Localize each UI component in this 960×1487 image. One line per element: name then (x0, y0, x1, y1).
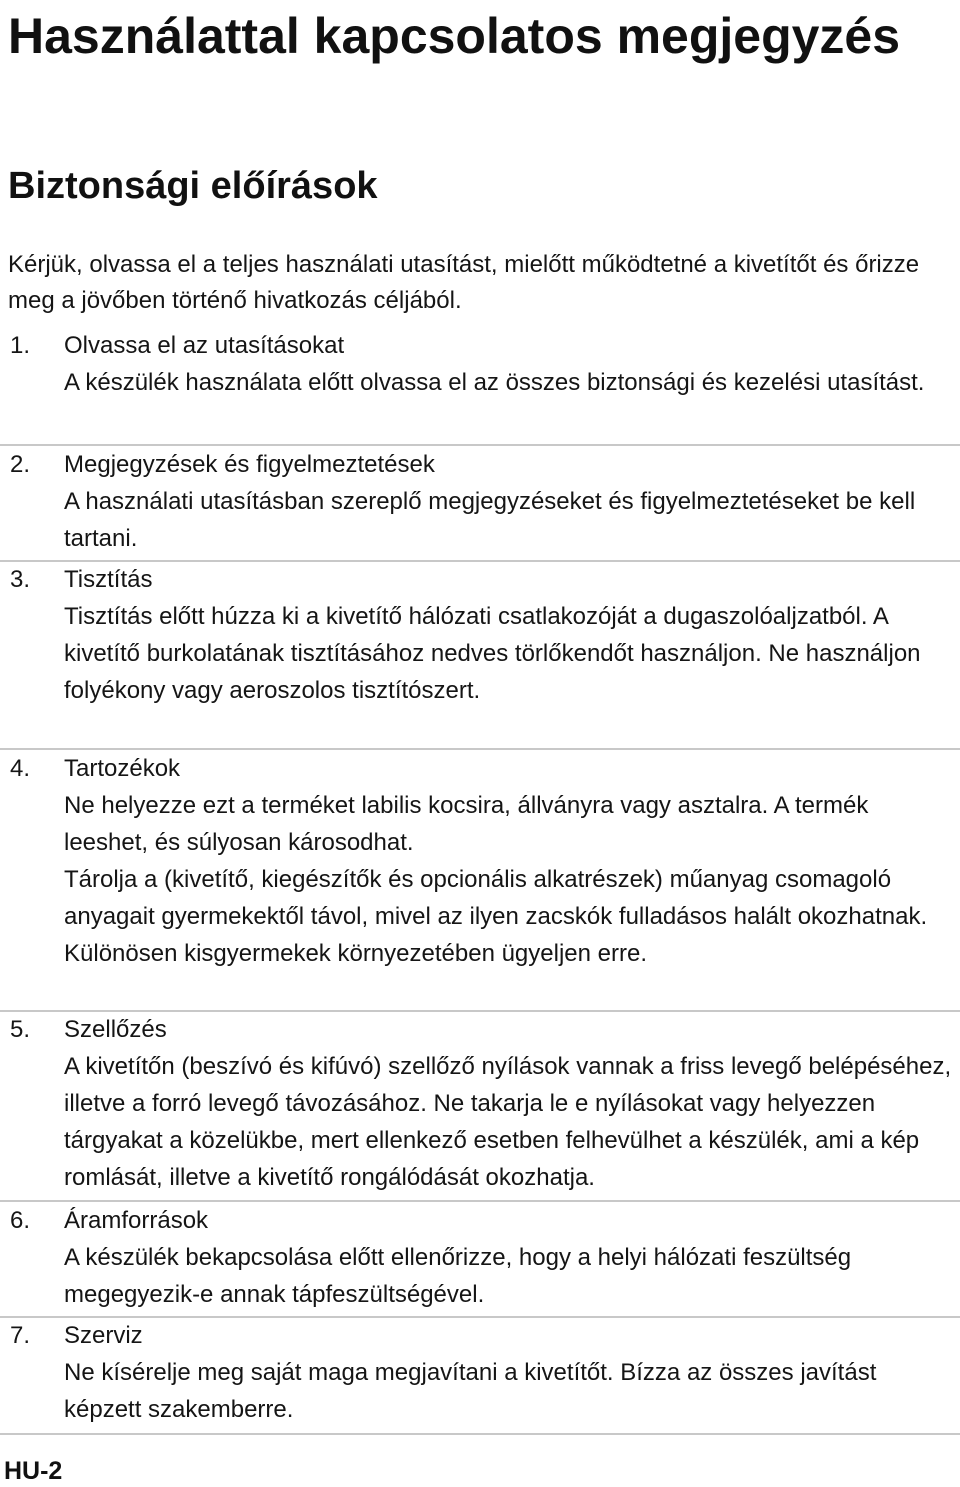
item-paragraph: Tárolja a (kivetítő, kiegészítők és opcionális alkatrészek) műanyag csomagoló anyagait gyermekektől távol, mivel az ilyen zacskók fulladásos halált okozhatnak. Különösen kisgyermekek környezetében ügyeljen erre. (64, 866, 928, 967)
item-heading: Olvassa el az utasításokat (64, 332, 345, 359)
divider (0, 1433, 960, 1435)
item-body (64, 1011, 956, 1196)
section-title: Biztonsági előírások (8, 165, 378, 207)
item-paragraph: Tisztítás előtt húzza ki a kivetítő hálózati csatlakozóját a dugaszolóaljzatból. A kivetítő burkolatának tisztításához nedves törlőkendőt használjon. Ne használjon folyékony vagy aeroszolos tisztítószert. (64, 603, 921, 704)
item-paragraph: A készülék használata előtt olvassa el az összes biztonsági és kezelési utasítást. (64, 369, 925, 396)
item-paragraph: Ne kísérelje meg saját maga megjavítani a kivetítőt. Bízza az összes javítást képzett szakemberre. (64, 1359, 877, 1423)
item-number: 4. (10, 755, 31, 782)
item-paragraph: A kivetítőn (beszívó és kifúvó) szellőző nyílások vannak a friss levegő belépéséhez, illetve a forró levegő távozásához. Ne takarja le e nyílásokat vagy helyezzen tárgyakat a közelükbe, mert ellenkező esetben felhevülhet a készülék, ami a kép romlását, illetve a kivetítő rongálódását okozhatja. (64, 1053, 952, 1191)
item-body (64, 327, 956, 401)
page-title: Használattal kapcsolatos megjegyzés (8, 8, 901, 64)
item-heading: Megjegyzések és figyelmeztetések (64, 451, 435, 478)
item-paragraph: A készülék bekapcsolása előtt ellenőrizze, hogy a helyi hálózati feszültség megegyezik-e annak tápfeszültségével. (64, 1244, 852, 1308)
item-heading: Áramforrások (64, 1207, 209, 1234)
item-number: 5. (10, 1016, 31, 1043)
item-number: 1. (10, 332, 31, 359)
item-body (64, 446, 956, 557)
item-number: 3. (10, 566, 31, 593)
item-number: 7. (10, 1322, 31, 1349)
item-heading: Szellőzés (64, 1016, 167, 1043)
item-body (64, 750, 956, 972)
item-heading: Tartozékok (64, 755, 181, 782)
intro-paragraph: Kérjük, olvassa el a teljes használati utasítást, mielőtt működtetné a kivetítőt és őrizze meg a jövőben történő hivatkozás céljából. (8, 251, 920, 314)
item-body (64, 561, 956, 709)
page-number-label: HU-2 (4, 1457, 63, 1485)
item-number: 6. (10, 1207, 31, 1234)
item-heading: Tisztítás (64, 566, 153, 593)
item-heading: Szerviz (64, 1322, 143, 1349)
item-paragraph: Ne helyezze ezt a terméket labilis kocsira, állványra vagy asztalra. A termék leeshet, és súlyosan károsodhat. (64, 792, 869, 856)
item-number: 2. (10, 451, 31, 478)
item-body (64, 1317, 956, 1428)
item-body (64, 1202, 956, 1313)
item-paragraph: A használati utasításban szereplő megjegyzéseket és figyelmeztetéseket be kell tartani. (64, 488, 916, 552)
